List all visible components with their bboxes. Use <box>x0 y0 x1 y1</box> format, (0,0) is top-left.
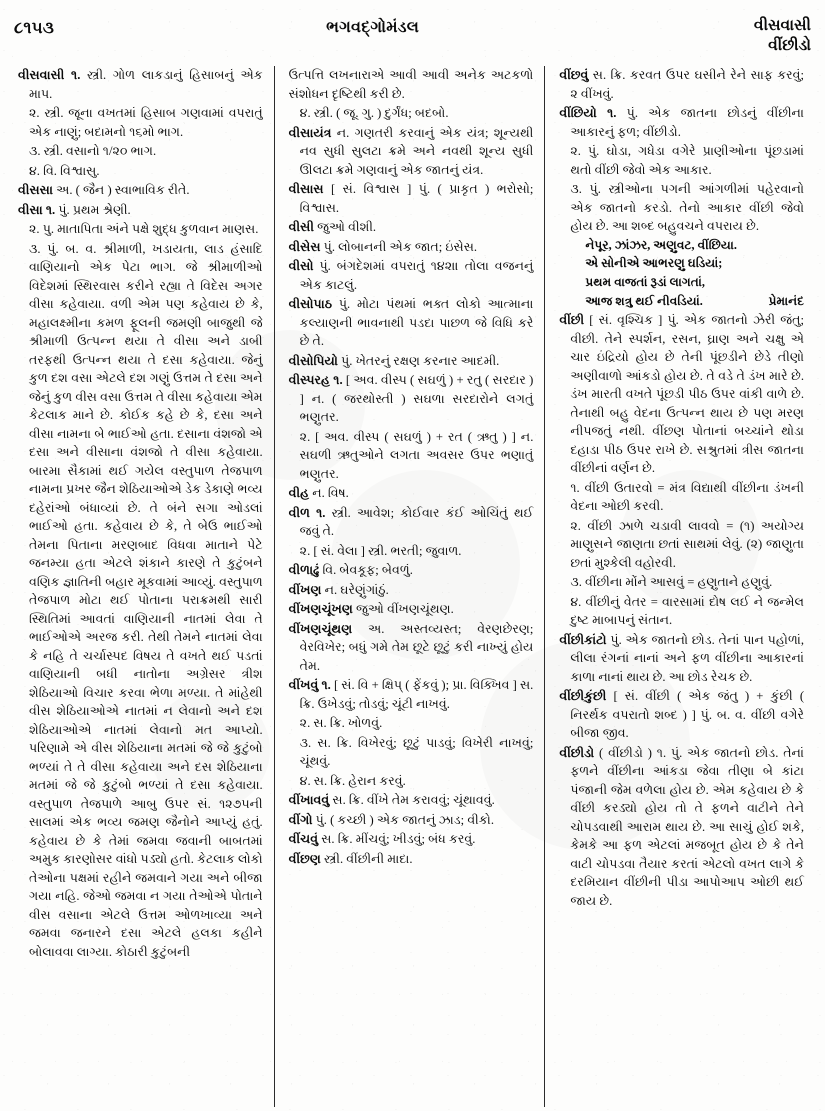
entry-headword: વીસા ૧. <box>18 202 56 217</box>
dictionary-entry <box>559 104 804 141</box>
dictionary-entry <box>289 791 534 810</box>
dictionary-sense <box>18 142 263 161</box>
entry-headword: વીંખવું ૧. <box>288 678 331 692</box>
entry-definition: ( વીંછીડો ) ૧. પું. એક જાતનો છોડ. તેનાં ફળને વીંછીના આંકડા જેવા તીણા બે કાંટા પંજાની જેમ વળેલા હોય છે. એમ કહેવાય છે કે વીંછી કરડ્યો હોય તો તે ફળને વાટીને તેને ચોપડવાથી આરામ થાય છે. આ સાચું હોઈ શકે, કેમકે આ ફળ એટલાં મજબૂત હોય છે કે તેને વાટી ચોપડવા તૈયાર કરતાં એટલો વખત લાગે કે દરમિયાન વીંછીની પીડા આપોઆપ ઓછી થઈ જાય છે. <box>570 745 805 908</box>
dictionary-entry <box>18 201 263 220</box>
entry-definition: ૩. સ. ક્રિ. વિખેરવું; છૂટું પાડવું; વિખેરી નાખવું; ચૂંથવું. <box>299 735 534 768</box>
dictionary-entry <box>289 180 534 217</box>
dictionary-entry <box>289 811 534 830</box>
dictionary-sense <box>559 142 804 179</box>
entry-definition: ૪. સ. ક્રિ. હેરાન કરવું. <box>299 773 406 788</box>
entry-headword: વીંખણચૂંખણ <box>288 602 353 616</box>
entry-definition: પું. પ્રથમ શ્રેણી. <box>55 202 131 217</box>
dictionary-entry <box>559 687 804 743</box>
entry-definition: ૨. સ્ત્રી. જૂના વખતમાં હિસાબ ગણવામાં વપરાતું એક નાણું; બદામનો ૧૬મો ભાગ. <box>29 106 263 139</box>
entry-definition: ૪. વીંછીનું વેતર = વારસામાં દોષ લઈ ને જન્મેલ દુષ્ટ માબાપનું સંતાન. <box>570 594 805 628</box>
entry-headword: વીસાસ <box>288 182 324 196</box>
dictionary-sense <box>559 593 804 630</box>
dictionary-entry <box>289 257 534 294</box>
entry-headword: વીંછીડો <box>559 745 595 760</box>
dictionary-entry <box>289 561 534 580</box>
dictionary-entry <box>289 218 534 237</box>
entry-headword: વીસાયંત્ર <box>288 125 332 140</box>
entry-headword: વીહ <box>288 486 310 500</box>
dictionary-sense <box>289 714 534 733</box>
page-header <box>14 16 811 62</box>
entry-definition: ૨. પું. ઘોડા, ગધેડા વગેરે પ્રાણીઓના પૂંછડામાં થતો વીંછી જેવો એક આકાર. <box>570 144 805 177</box>
entry-headword: વીંછીકુંછી <box>559 689 607 704</box>
entry-definition: પું. એક જાતનો છોડ. તેનાં પાન પહોળાં, લીલા રંગનાં નાનાં અને ફળ વીંછીના આકારનાં કાળા નાનાં થાય છે. આ છોડ રેચક છે. <box>570 632 805 684</box>
entry-headword: વીસી <box>288 220 314 234</box>
dictionary-entry <box>559 66 804 103</box>
dictionary-entry <box>289 676 534 713</box>
dictionary-entry <box>18 66 263 103</box>
entry-headword: વીંગો <box>288 812 313 827</box>
entry-definition: ૨. સ. ક્રિ. ખોળવું. <box>299 716 383 730</box>
book-title: ભગવદ્ગોમંડલ <box>326 19 420 36</box>
entry-headword: વીંછી <box>559 313 585 328</box>
guide-word-first: વીસવાસી <box>753 17 811 34</box>
dictionary-sense <box>18 220 263 239</box>
entry-headword: વીસોપાઠ <box>288 297 333 311</box>
dictionary-sense <box>289 542 534 561</box>
dictionary-sense <box>289 772 534 791</box>
entry-definition: ૪. સ્ત્રી. ( જૂ. ગુ. ) દુર્ગંધ; બદબો. <box>299 106 449 120</box>
entry-definition: [ સં. વીંછી ( એક જંતુ ) + કુંછી ( નિરર્થક વપરાતો શબ્દ ) ] પું. બ. વ. વીંછી વગેરે બીજા જીવ. <box>570 689 805 741</box>
entry-definition: ઉત્પત્તિ લખનારાએ આવી આવી અનેક અટકળો સંશોધન દૃષ્ટિથી કરી છે. <box>288 68 534 101</box>
entry-definition: પું. લોબાનની એક જાત; ઇંસેસ. <box>320 239 478 254</box>
column-layout <box>10 66 815 1107</box>
entry-definition: [ અવ. વીસ્પ ( સઘળું ) + રતુ ( સરદાર ) ] ન. ( જરથોસ્તી ) સઘળા સરદારોને લગતું ભણુતર. <box>299 373 534 424</box>
dictionary-entry <box>289 371 534 427</box>
entry-definition: ન. ગણતરી કરવાનું એક યંત્ર; શૂન્યથી નવ સુધી સુલટા ક્રમે અને નવથી શૂન્ય સુધી ઊલટા ક્રમે ગણવાનું એક જાતનું યંત્ર. <box>299 125 534 177</box>
dictionary-sense <box>18 240 263 962</box>
entry-definition: [ સં. વિ + ક્ષિપ્ ( ફેંકવું ); પ્રા. વિક્ખિવ ] સ. ક્રિ. ઉખેડવું; તોડવું; ચૂંટી નાખવું. <box>299 678 534 711</box>
text-column-2 <box>274 66 545 1107</box>
dictionary-entry <box>289 620 534 676</box>
page-number: ૮૧૫૩ <box>14 18 55 37</box>
entry-headword: વીંખાવવું <box>288 793 330 807</box>
verse-text: આજ શત્રુ થઈ નીવડિયાં. <box>585 293 703 308</box>
entry-definition: ૩. પું. બ. વ. શ્રીમાળી, ખડાયતા, લાડ હંસાદિ વાણિયાનો એક પેટા ભાગ. જે શ્રીમાળીઓ વિદેશમાં સ્થિરવાસ કરીને રહ્યા તે વિદેસ અગર વીસા કહેવાયા. વળી એમ પણ કહેવાય છે કે, મહાલક્ષ્મીના કમળ ફૂલની જમણી બાજુથી જે શ્રીમાળી ઉત્પન્ન થયા તે વીસા અને ડાબી તરફથી ઉત્પન્ન થયા તે દસા કહેવાયા. જેનું કુળ દશ વસા એટલે દશ ગણું ઉત્તમ તે દસા અને જેનું કુળ વીસ વસા ઉત્તમ તે વીસા કહેવાયા એમ કેટલાક માને છે. કોઈક કહે છે કે, દસા અને વીસા નામના બે ભાઈઓ હતા. દસાના વંશજો એ દસા અને વીસાના વંશજો તે વીસા કહેવાયા. બારમા સૈકામાં થઈ ગયેલ વસ્તુપાળ તેજપાળ નામના પ્રખર જૈન શેઠિયાઓએ ડેક ડેકાણે ભવ્ય દહેરાંઓ બંધાવ્યાં છે. તે બંને સગા ઓડલાં ભાઈઓ હતા. કહેવાય છે કે, તે બેઉ ભાઈઓ તેમના પિતાના મરણબાદ વિધવા માતાને પેટે જનમ્યા હતા એટલે શંકાને કારણે તે કુટુંબને વણિક જ્ઞાતિની બહાર મૂકવામાં આવ્યું. વસ્તુપાળ તેજપાળ મોટા થઈ પોતાના પરાક્રમથી સારી સ્થિતિમાં આવતાં વાણિયાની નાતમાં લેવા તે ભાઈઓએ અરજ કરી. તેથી તેમને નાતમાં લેવા કે નહિ તે ચર્ચાસ્પદ વિષય તે વખતે થઈ પડતાં વાણિયાની બધી નાતોના અગ્રેસર ત્રીશ શેઠિયાઓ વિચાર કરવા ભેળા મળ્યા. તે માંહેથી વીસ શેઠિયાઓએ નાતમાં ન લેવાનો અને દશ શેઠિયાઓએ નાતમાં લેવાનો મત આપ્યો. પરિણામે એ વીસ શેઠિયાના મતમાં જે જે કુટુંબો ભળ્યાં તે તે વીસા કહેવાયા અને દસ શેઠિયાના મતમાં જે જે કુટુંબો ભળ્યાં તે દસા કહેવાયા. વસ્તુપાળ તેજપાળે આબુ ઉપર સં. ૧૨૭૫ની સાલમાં એક ભવ્ય જમણ જૈનોને આપ્યું હતું. કહેવાય છે કે તેમાં જમવા જવાની બાબતમાં અમુક કારણોસર વાંધો પડ્યો હતો. કેટલાક લોકો તેઓના પક્ષમાં રહીને જમવાને ગયા અને બીજા ગયા નહિ. જેઓ જમવા ન ગયા તેઓએ પોતાને વીસ વસાના એટલે ઉત્તમ ઓળખાવ્યા અને જમવા જનારને દસા એટલે હલકા કહીને બોલાવવા લાગ્યા. કોઠારી કુટુંબની <box>29 241 263 959</box>
entry-definition: ૨. [ સં. વેલા ] સ્ત્રી. ભરતી; જુવાળ. <box>299 543 462 558</box>
dictionary-sense <box>559 573 804 592</box>
entry-definition: અ. ( જૈન ) સ્વાભાવિક રીતે. <box>52 183 190 197</box>
entry-definition: પું. ( કચ્છી ) એક જાતનું ઝાડ; વીકો. <box>312 812 494 827</box>
entry-headword: વીંખણચૂંથણ <box>288 621 353 636</box>
entry-headword: વીંછિયો ૧. <box>559 106 617 120</box>
entry-headword: વીસો <box>288 259 314 273</box>
dictionary-entry <box>289 238 534 257</box>
entry-definition: ૨. પુ. માતાપિતા અંને પક્ષે શુદ્ધ કુળવાન માણસ. <box>29 222 259 236</box>
guide-words <box>691 16 811 56</box>
entry-headword: વીંછવું <box>559 68 589 82</box>
entry-definition: ૨. [ અવ. વીસ્પ ( સઘળું ) + રત ( ઋતુ ) ] ન. સઘળી ઋતુઓને લગતા અવસર ઉપર ભણાતું ભણુતર. <box>299 429 534 481</box>
dictionary-sense <box>18 104 263 141</box>
dictionary-sense <box>289 734 534 771</box>
entry-definition: ૩. પું. સ્ત્રીઓના પગની આંગળીમાં પહેરવાનો એક જાતનો કરડો. તેનો આકાર વીંછી જેવો હોય છે. આ શબ્દ બહુવચને વપરાય છે. <box>570 182 805 233</box>
entry-definition: સ્ત્રી. ગોળ લાકડાનું હિસાબનું એક માપ. <box>29 68 263 101</box>
entry-definition: ૪. વિ. વિશ્વાસુ. <box>29 163 100 178</box>
entry-definition: ૧. વીંછી ઉતારવો = મંત્ર વિદ્યાથી વીંછીના ડંખની વેદના ઓછી કરવી. <box>570 480 805 514</box>
entry-definition: વિ. બેવકૂફ; બેવળું. <box>319 563 413 577</box>
entry-definition: સ. ક્રિ. મીંચવું; ખીડવું; બંધ કરવું. <box>318 832 476 846</box>
entry-definition: ૩. વીંછીના મોંને આસવું = હણુતાને હણુવું. <box>570 575 773 590</box>
dictionary-entry <box>289 352 534 371</box>
dictionary-sense <box>289 428 534 484</box>
dictionary-entry <box>18 181 263 200</box>
dictionary-sense <box>18 162 263 181</box>
dictionary-sense <box>289 66 534 103</box>
entry-headword: વીંખણ <box>288 582 322 597</box>
dictionary-sense <box>559 517 804 573</box>
dictionary-sense <box>559 180 804 236</box>
verse-attribution: પ્રેમાનંદ <box>768 293 805 308</box>
entry-definition: પું. ખેતરનું રક્ષણ કરનાર આદમી. <box>337 353 500 368</box>
dictionary-entry <box>559 631 804 687</box>
entry-definition: ન. વિષ. <box>309 486 349 500</box>
entry-headword: વીસવાસી ૧. <box>18 68 81 82</box>
entry-definition: પું. મોટા પંથમાં ભક્ત લોકો આત્માના કલ્યાણની ભાવનાથી પડદા પાછળ જે વિધિ કરે છે તે. <box>299 297 534 348</box>
entry-definition: ૨. વીંછી ઝાળે ચડાવી લાવવો = (૧) અયોગ્ય માણુસને જાણતા છતાં સાથમાં લેવું. (૨) જાણુતા છતાં મુશ્કેલી વહોરવી. <box>570 518 805 570</box>
dictionary-entry <box>289 830 534 849</box>
entry-definition: સ્ત્રી. આવેશ; કોઈવાર કંઈ ઓચિંતું થઈ જવું તે. <box>299 505 534 538</box>
dictionary-entry <box>559 311 804 478</box>
entry-headword: વીસેસ <box>288 239 321 254</box>
entry-headword: વીંછીકાંટો <box>559 632 607 647</box>
entry-headword: વીસ્પરહ ૧. <box>288 373 343 387</box>
verse-line <box>559 274 804 292</box>
entry-headword: વીસસા <box>18 183 53 197</box>
verse-line <box>559 255 804 273</box>
dictionary-entry <box>289 504 534 541</box>
dictionary-entry <box>289 295 534 351</box>
dictionary-entry <box>289 600 534 619</box>
dictionary-entry <box>289 581 534 600</box>
entry-definition: સ. ક્રિ. કરવત ઉપર ઘસીને રેને સાફ કરવું; ૨ વીંખવું. <box>570 68 805 101</box>
dictionary-sense <box>289 104 534 123</box>
entry-definition: [ સં. વિશ્વાસ ] પું. ( પ્રાકૃત ) ભરોસો; વિશ્વાસ. <box>299 182 534 215</box>
verse-text: નેપૂર, ઝાંઝર, અણુવટ, વીંછિયા. <box>585 237 737 252</box>
entry-definition: જુઓ વીશી. <box>313 220 377 234</box>
entry-headword: વીસોપિયો <box>288 353 338 368</box>
entry-headword: વીળ ૧. <box>288 505 326 520</box>
entry-definition: પું. એક જાતના છોડનું વીંછીના આકારનું ફળ; વીંછીડો. <box>570 106 805 139</box>
entry-definition: સ. ક્રિ. વીંખે તેમ કરાવવું; ચૂંથાવવું. <box>329 793 495 807</box>
dictionary-entry <box>289 850 534 869</box>
dictionary-sense <box>559 479 804 516</box>
entry-headword: વીંછણ <box>288 851 321 866</box>
dictionary-entry <box>559 744 804 911</box>
text-column-1 <box>10 66 274 1107</box>
text-column-3 <box>544 66 815 1107</box>
verse-text: પ્રથમ વાજતાં રૂડાં લાગતાં, <box>585 274 705 289</box>
entry-definition: ૩. સ્ત્રી. વસાનો ૧/૨૦ ભાગ. <box>29 144 157 158</box>
entry-definition: ન. ઘરેણુંગાંઠું. <box>321 582 389 597</box>
entry-definition: પું. બંગદેશમાં વપરાતું ૧૪૨॥ તોલા વજનનું એક કાટલું. <box>299 259 534 292</box>
verse-line <box>559 237 804 255</box>
entry-definition: સ્ત્રી. વીંછીની માદા. <box>320 851 413 866</box>
dictionary-entry <box>289 124 534 180</box>
dictionary-entry <box>289 484 534 503</box>
entry-definition: [ સં. વૃશ્ચિક ] પું. એક જાતનો ઝેરી જંતુ; વીછી. તેને સ્પર્શન, રસન, ઘ્રાણ અને ચક્ષુ એ ચાર ઇંદ્રિયો હોય છે તેની પૂંછડીને છેડે તીણો અણીવાળો આંકડો હોય છે. તે વડે તે ડંખ મારે છે. ડંખ મારતી વખતે પૂંછડી પીઠ ઉપર વાંકી વાળે છે. તેનાથી બહુ વેદના ઉત્પન્ન થાય છે પણ મરણ નીપજતું નથી. વીંછણ પોતાનાં બચ્ચાંને થોડા દહાડા પીઠ ઉપર રાખે છે. સશ્રુતમાં ત્રીસ જાતના વીંછીનાં વર્ણન છે. <box>570 313 805 476</box>
verse-line <box>559 293 804 311</box>
entry-headword: વીળાઢું <box>288 563 320 577</box>
guide-word-last: વીંછીડો <box>768 36 811 54</box>
entry-definition: જુઓ વીંખણચૂંથણ. <box>352 602 454 616</box>
verse-text: એ સોનીએ આભરણુ ઘડિયાં; <box>585 256 723 271</box>
entry-definition: અ. અસ્તવ્યસ્ત; વેરણછેરણ; વેરવિખેર; બધું ગમે તેમ છૂટે છૂટું કરી નાખ્યું હોય તેમ. <box>299 621 534 673</box>
entry-headword: વીંચવું <box>288 832 319 846</box>
